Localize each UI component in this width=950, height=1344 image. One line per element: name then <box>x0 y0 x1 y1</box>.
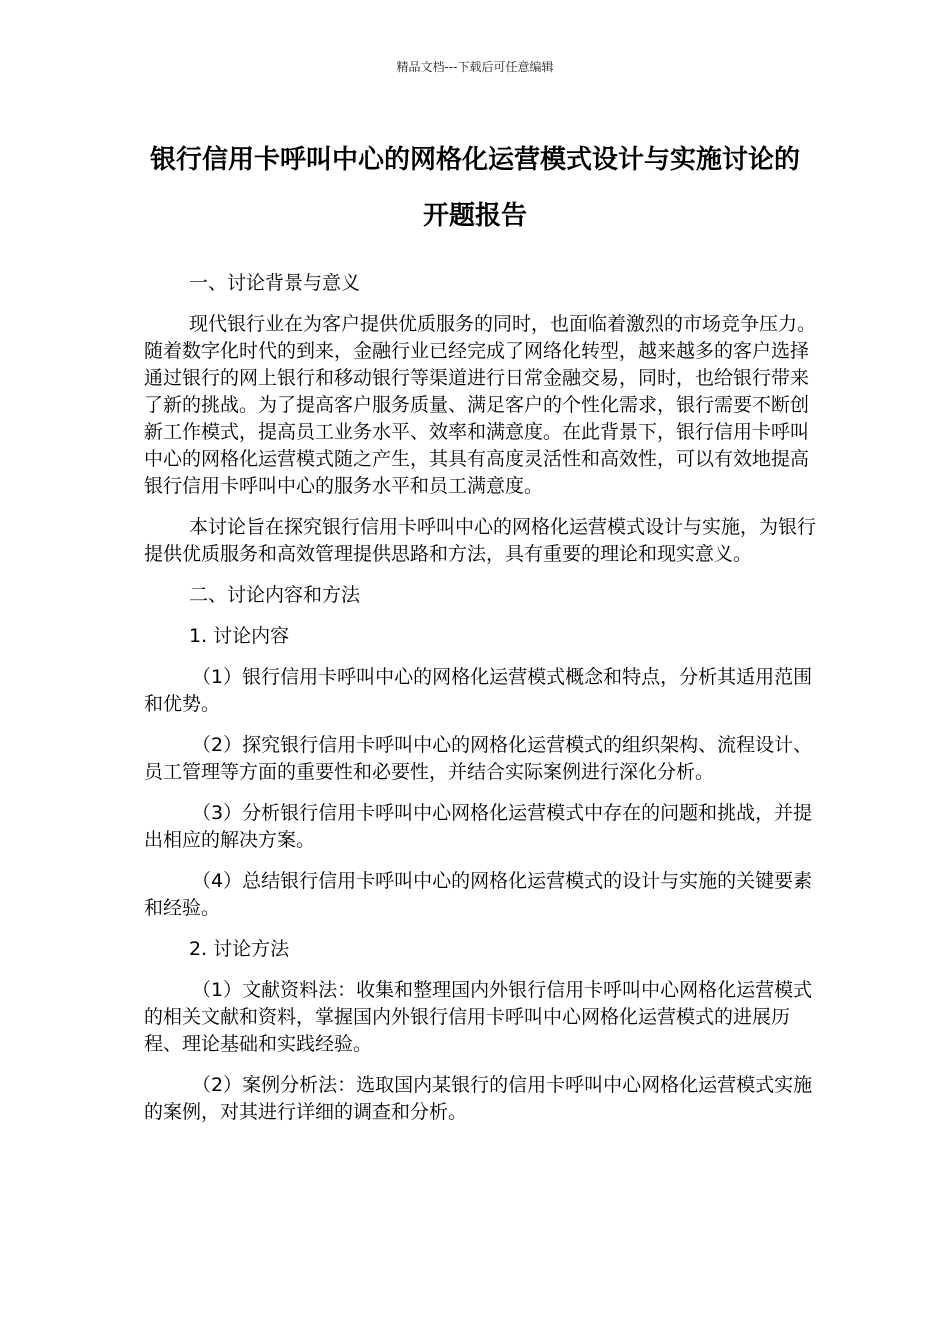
section-1-paragraph-2: 本讨论旨在探究银行信用卡呼叫中心的网格化运营模式设计与实施，为银行提供优质服务和高效管理提供思路和方法，具有重要的理论和现实意义。 <box>144 516 817 565</box>
header-note: 精品文档---下载后可任意编辑 <box>396 60 554 74</box>
document-body <box>144 270 816 1140</box>
content-item-2: （2）探究银行信用卡呼叫中心的网格化运营模式的组织架构、流程设计、员工管理等方面的重要性和必要性，并结合实际案例进行深化分析。 <box>144 734 813 783</box>
section-1-paragraph-1: 现代银行业在为客户提供优质服务的同时，也面临着激烈的市场竞争压力。随着数字化时代的到来，金融行业已经完成了网络化转型，越来越多的客户选择通过银行的网上银行和移动银行等渠道进行日常金融交易，同时，也给银行带来了新的挑战。为了提高客户服务质量、满足客户的个性化需求，银行需要不断创新工作模式，提高员工业务水平、效率和满意度。在此背景下，银行信用卡呼叫中心的网格化运营模式随之产生，其具有高度灵活性和高效性，可以有效地提高银行信用卡呼叫中心的服务水平和员工满意度。 <box>144 313 817 497</box>
section-1-heading: 一、讨论背景与意义 <box>189 272 361 294</box>
content-subheading: 1. 讨论内容 <box>189 625 290 647</box>
section-2-heading: 二、讨论内容和方法 <box>189 584 361 606</box>
method-item-1: （1）文献资料法：收集和整理国内外银行信用卡呼叫中心网格化运营模式的相关文献和资料，掌握国内外银行信用卡呼叫中心网格化运营模式的进展历程、理论基础和实践经验。 <box>144 979 813 1055</box>
content-item-4: （4）总结银行信用卡呼叫中心的网格化运营模式的设计与实施的关键要素和经验。 <box>144 870 813 919</box>
content-item-1: （1）银行信用卡呼叫中心的网格化运营模式概念和特点，分析其适用范围和优势。 <box>144 666 813 715</box>
document-title: 银行信用卡呼叫中心的网格化运营模式设计与实施讨论的开题报告 <box>149 145 800 231</box>
content-item-3: （3）分析银行信用卡呼叫中心网格化运营模式中存在的问题和挑战，并提出相应的解决方案。 <box>144 802 813 851</box>
method-item-2: （2）案例分析法：选取国内某银行的信用卡呼叫中心网格化运营模式实施的案例，对其进行详细的调查和分析。 <box>144 1074 813 1123</box>
method-subheading: 2. 讨论方法 <box>189 938 290 960</box>
